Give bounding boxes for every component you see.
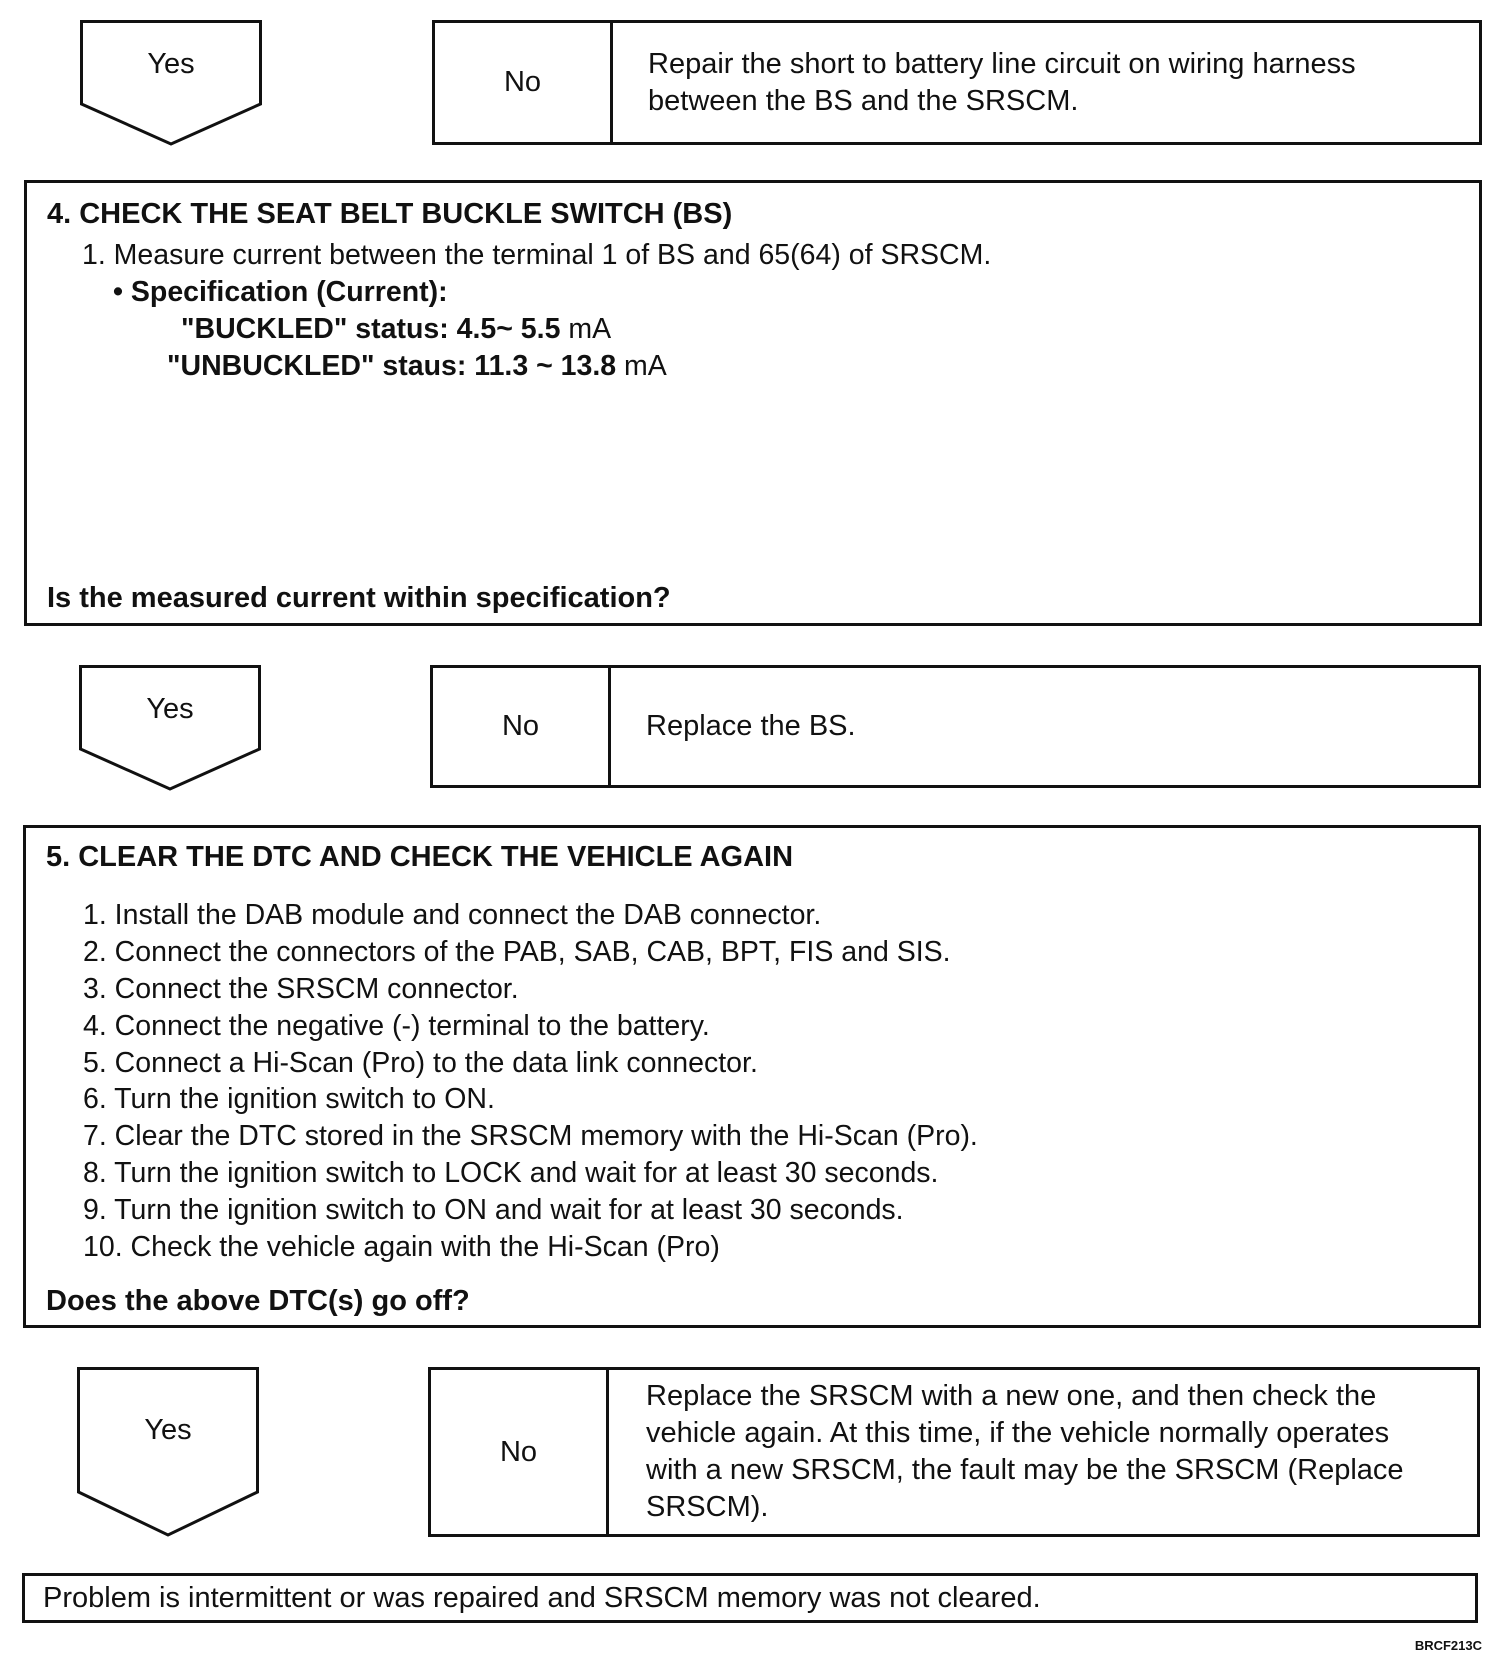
step-4-item-1: 1. Measure current between the terminal 1 of BS and 65(64) of SRSCM. — [82, 239, 992, 271]
step-4-box — [24, 180, 1482, 626]
step-5-item-2: 2. Connect the connectors of the PAB, SAB, CAB, BPT, FIS and SIS. — [83, 936, 951, 968]
step-5-item-5: 5. Connect a Hi-Scan (Pro) to the data link connector. — [83, 1047, 758, 1079]
step-5-item-7: 7. Clear the DTC stored in the SRSCM memory with the Hi-Scan (Pro). — [83, 1120, 978, 1152]
figure-code: BRCF213C — [1414, 1638, 1482, 1653]
step-4-title: 4. CHECK THE SEAT BELT BUCKLE SWITCH (BS) — [47, 198, 733, 230]
yes-label-1: Yes — [147, 48, 195, 80]
step-5-question: Does the above DTC(s) go off? — [46, 1285, 470, 1317]
no-action-3-line-4: SRSCM). — [646, 1491, 769, 1523]
spec-buckled — [181, 313, 611, 346]
no-action-1 — [648, 23, 1449, 142]
spec-unbuckled-unit: mA — [616, 350, 667, 382]
no-branch-1 — [432, 20, 1482, 145]
no-branch-3 — [428, 1367, 1480, 1537]
yes-arrow-2 — [79, 665, 261, 793]
no-label-2: No — [433, 668, 611, 785]
no-label-3: No — [431, 1370, 609, 1534]
spec-buckled-unit: mA — [560, 313, 612, 345]
step-5-item-3: 3. Connect the SRSCM connector. — [83, 973, 519, 1005]
spec-unbuckled-value: "UNBUCKLED" staus: 11.3 ~ 13.8 — [167, 350, 617, 382]
no-action-3-line-1: Replace the SRSCM with a new one, and then check the — [646, 1380, 1377, 1412]
final-result-box: Problem is intermittent or was repaired and SRSCM memory was not cleared. — [22, 1573, 1478, 1623]
spec-unbuckled — [167, 350, 667, 383]
no-label-1: No — [435, 23, 613, 142]
step-4-question: Is the measured current within specification? — [47, 582, 671, 614]
step-5-item-4: 4. Connect the negative (-) terminal to the battery. — [83, 1010, 710, 1042]
step-5-item-9: 9. Turn the ignition switch to ON and wait for at least 30 seconds. — [83, 1194, 904, 1226]
step-5-title: 5. CLEAR THE DTC AND CHECK THE VEHICLE AGAIN — [46, 841, 794, 873]
step-5-item-6: 6. Turn the ignition switch to ON. — [83, 1083, 495, 1115]
yes-label-2: Yes — [146, 693, 194, 725]
yes-arrow-1 — [80, 20, 262, 148]
no-action-1-line-2: between the BS and the SRSCM. — [648, 84, 1079, 117]
step-5-box — [23, 825, 1481, 1328]
no-action-3 — [646, 1370, 1457, 1534]
step-5-item-1: 1. Install the DAB module and connect the DAB connector. — [83, 899, 822, 931]
step-5-item-10: 10. Check the vehicle again with the Hi-Scan (Pro) — [83, 1231, 720, 1263]
no-action-2: Replace the BS. — [646, 710, 856, 742]
no-action-3-line-3: with a new SRSCM, the fault may be the SRSCM (Replace — [646, 1454, 1404, 1486]
spec-buckled-value: "BUCKLED" status: 4.5~ 5.5 — [181, 313, 561, 345]
yes-label-3: Yes — [144, 1414, 192, 1446]
spec-heading: • Specification (Current): — [113, 276, 448, 308]
no-action-1-line-1: Repair the short to battery line circuit on wiring harness — [648, 47, 1356, 80]
no-action-3-line-2: vehicle again. At this time, if the vehicle normally operates — [646, 1417, 1390, 1449]
yes-arrow-3 — [77, 1367, 259, 1495]
step-5-item-8: 8. Turn the ignition switch to LOCK and wait for at least 30 seconds. — [83, 1157, 939, 1189]
no-branch-2 — [430, 665, 1481, 788]
